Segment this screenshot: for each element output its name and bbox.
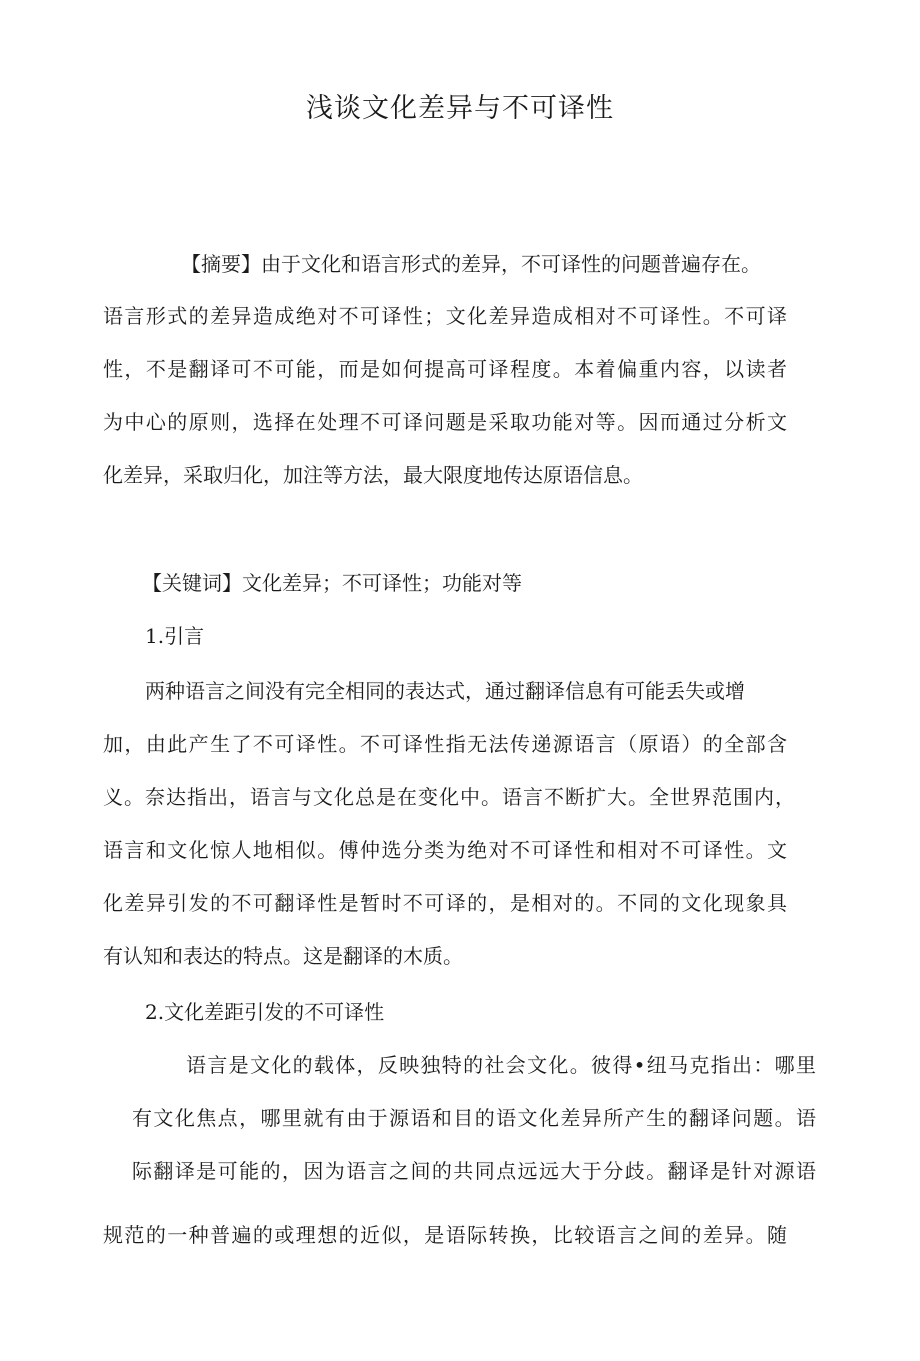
section-1-line-2: 加，由此产生了不可译性。不可译性指无法传递源语言（原语）的全部含	[103, 732, 787, 756]
section-1-line-1: 两种语言之间没有完全相同的表达式，通过翻译信息有可能丢失或增	[145, 679, 745, 703]
abstract-line-3: 性，不是翻译可不可能，而是如何提高可译程度。本着偏重内容，以读者	[103, 357, 787, 381]
section-1-heading: 1.引言	[145, 624, 205, 648]
section-1-line-4: 语言和文化惊人地相似。傅仲选分类为绝对不可译性和相对不可译性。文	[103, 838, 787, 862]
keywords: 【关键词】文化差异；不可译性；功能对等	[142, 571, 522, 595]
abstract-line-5: 化差异，采取归化，加注等方法，最大限度地传达原语信息。	[103, 463, 643, 487]
section-2-line-2: 有文化焦点，哪里就有由于源语和目的语文化差异所产生的翻译问题。语	[132, 1106, 816, 1130]
section-2-line-3: 际翻译是可能的，因为语言之间的共同点远远大于分歧。翻译是针对源语	[132, 1159, 816, 1183]
section-1-line-6: 有认知和表达的特点。这是翻译的木质。	[103, 944, 463, 968]
section-1-line-5: 化差异引发的不可翻译性是暂时不可译的，是相对的。不同的文化现象具	[103, 891, 787, 915]
section-2-line-4: 规范的一种普遍的或理想的近似，是语际转换，比较语言之间的差异。随	[103, 1223, 787, 1247]
section-2-line-1: 语言是文化的载体，反映独特的社会文化。彼得•纽马克指出：哪里	[186, 1053, 816, 1077]
section-2-heading: 2.文化差距引发的不可译性	[145, 1000, 385, 1024]
abstract-line-4: 为中心的原则，选择在处理不可译问题是采取功能对等。因而通过分析文	[103, 410, 787, 434]
document-title: 浅谈文化差异与不可译性	[306, 93, 614, 124]
abstract-line-1: 【摘要】由于文化和语言形式的差异，不可译性的问题普遍存在。	[181, 252, 761, 276]
section-1-line-3: 义。奈达指出，语言与文化总是在变化中。语言不断扩大。全世界范围内，	[103, 785, 795, 809]
abstract-line-2: 语言形式的差异造成绝对不可译性；文化差异造成相对不可译性。不可译	[103, 304, 787, 328]
